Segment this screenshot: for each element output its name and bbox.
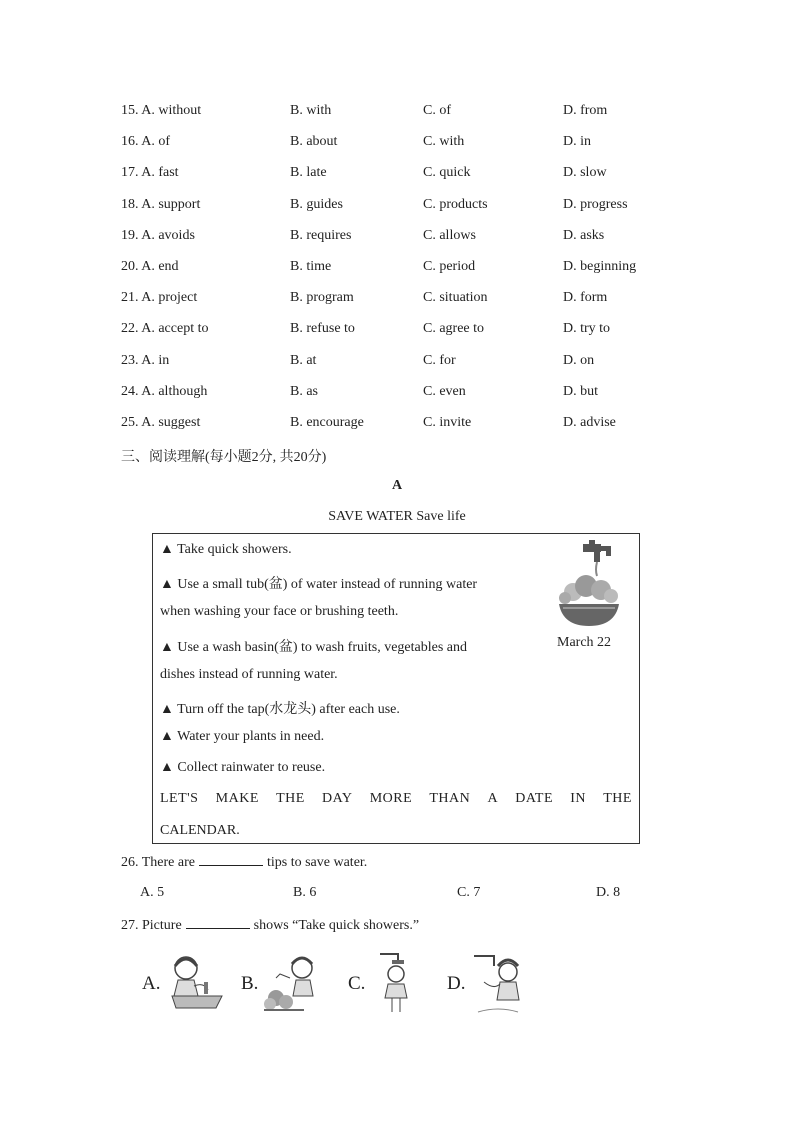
option-b[interactable]: B. at bbox=[290, 352, 317, 368]
slogan-word: DAY bbox=[321, 791, 353, 806]
question-row bbox=[0, 290, 794, 310]
option-d[interactable]: D. beginning bbox=[563, 259, 637, 274]
box-line: ▲ Turn off the tap(水龙头) after each use. bbox=[160, 702, 400, 717]
girl-collecting-water-icon bbox=[470, 952, 526, 1016]
q26-option-c[interactable]: C. 7 bbox=[457, 885, 481, 900]
option-d[interactable]: D. progress bbox=[563, 196, 628, 212]
box-line: ▲ Collect rainwater to reuse. bbox=[160, 760, 326, 775]
option-a[interactable]: 18. A. support bbox=[121, 196, 201, 212]
option-b[interactable]: B. late bbox=[290, 165, 327, 181]
faucet-lotus-icon bbox=[553, 540, 625, 632]
option-b[interactable]: B. requires bbox=[290, 227, 352, 243]
option-b[interactable]: B. as bbox=[290, 383, 318, 399]
option-b[interactable]: B. program bbox=[290, 290, 354, 306]
question-row bbox=[0, 259, 794, 279]
option-c[interactable]: C. allows bbox=[423, 227, 476, 243]
option-d[interactable]: D. advise bbox=[563, 415, 616, 430]
question-row bbox=[0, 165, 794, 185]
option-d[interactable]: D. in bbox=[563, 134, 591, 150]
option-c[interactable]: C. period bbox=[423, 259, 476, 274]
option-c[interactable]: C. for bbox=[423, 352, 456, 368]
box-line: ▲ Take quick showers. bbox=[160, 542, 292, 557]
option-d[interactable]: D. form bbox=[563, 290, 608, 306]
question-row bbox=[0, 415, 794, 435]
option-a[interactable]: 25. A. suggest bbox=[121, 415, 201, 430]
option-b[interactable]: B. time bbox=[290, 259, 332, 274]
option-c[interactable]: C. products bbox=[423, 196, 488, 212]
option-a[interactable]: 19. A. avoids bbox=[121, 227, 195, 243]
option-a[interactable]: 17. A. fast bbox=[121, 165, 179, 181]
slogan-word: DATE bbox=[515, 791, 554, 806]
picture-label-b[interactable]: B. bbox=[241, 973, 259, 994]
box-line: ▲ Use a small tub(盆) of water instead of running water bbox=[160, 577, 478, 592]
option-a[interactable]: 21. A. project bbox=[121, 290, 198, 306]
question-row bbox=[0, 321, 794, 341]
box-line: ▲ Water your plants in need. bbox=[160, 729, 325, 744]
girl-watering-plants-icon bbox=[262, 952, 328, 1014]
option-d[interactable]: D. but bbox=[563, 383, 598, 399]
answer-blank[interactable] bbox=[186, 916, 250, 929]
option-c[interactable]: C. of bbox=[423, 103, 451, 118]
option-c[interactable]: C. with bbox=[423, 134, 465, 150]
slogan-word: MAKE bbox=[215, 791, 259, 806]
option-c[interactable]: C. situation bbox=[423, 290, 488, 306]
section-title: 三、阅读理解(每小题2分, 共20分) bbox=[121, 450, 327, 465]
option-b[interactable]: B. about bbox=[290, 134, 338, 150]
picture-label-c[interactable]: C. bbox=[348, 973, 366, 994]
question-26: 26. There are tips to save water. bbox=[121, 855, 368, 870]
question-27: 27. Picture shows “Take quick showers.” bbox=[121, 918, 420, 933]
box-line: ▲ Use a wash basin(盆) to wash fruits, vegetables and bbox=[160, 640, 468, 655]
question-row bbox=[0, 228, 794, 248]
option-a[interactable]: 24. A. although bbox=[121, 383, 208, 399]
question-row bbox=[0, 197, 794, 217]
answer-blank[interactable] bbox=[199, 853, 263, 866]
option-c[interactable]: C. invite bbox=[423, 415, 472, 430]
slogan-word: THE bbox=[276, 791, 305, 806]
picture-label-a[interactable]: A. bbox=[142, 973, 161, 994]
option-a[interactable]: 15. A. without bbox=[121, 103, 202, 118]
q26-option-d[interactable]: D. 8 bbox=[596, 885, 621, 900]
poster-date: March 22 bbox=[557, 635, 612, 650]
slogan-word: THE bbox=[603, 791, 632, 806]
option-d[interactable]: D. from bbox=[563, 103, 608, 118]
option-c[interactable]: C. quick bbox=[423, 165, 471, 181]
box-line: dishes instead of running water. bbox=[160, 667, 338, 682]
slogan-word: LET'S bbox=[160, 791, 199, 806]
picture-label-d[interactable]: D. bbox=[447, 973, 466, 994]
question-row bbox=[0, 103, 794, 123]
slogan-end: CALENDAR. bbox=[160, 823, 240, 838]
girl-shower-icon bbox=[370, 952, 420, 1016]
option-a[interactable]: 22. A. accept to bbox=[121, 321, 209, 337]
option-b[interactable]: B. refuse to bbox=[290, 321, 355, 337]
passage-title: SAVE WATER Save life bbox=[328, 509, 466, 524]
option-d[interactable]: D. try to bbox=[563, 321, 611, 337]
slogan-word: IN bbox=[570, 791, 586, 806]
option-c[interactable]: C. agree to bbox=[423, 321, 485, 337]
slogan-word: A bbox=[487, 791, 499, 806]
q26-option-b[interactable]: B. 6 bbox=[293, 885, 317, 900]
option-a[interactable]: 16. A. of bbox=[121, 134, 170, 150]
option-a[interactable]: 20. A. end bbox=[121, 259, 179, 274]
passage-letter: A bbox=[391, 478, 403, 493]
slogan-word: THAN bbox=[429, 791, 471, 806]
poster-box bbox=[152, 533, 640, 844]
option-b[interactable]: B. encourage bbox=[290, 415, 364, 430]
question-row bbox=[0, 134, 794, 154]
option-b[interactable]: B. guides bbox=[290, 196, 343, 212]
question-row bbox=[0, 353, 794, 373]
option-d[interactable]: D. slow bbox=[563, 165, 607, 181]
option-b[interactable]: B. with bbox=[290, 103, 332, 118]
girl-washing-hands-icon bbox=[164, 952, 230, 1014]
slogan-line bbox=[160, 791, 632, 807]
question-row bbox=[0, 384, 794, 404]
q26-option-a[interactable]: A. 5 bbox=[140, 885, 165, 900]
option-a[interactable]: 23. A. in bbox=[121, 352, 170, 368]
box-line: when washing your face or brushing teeth. bbox=[160, 604, 399, 619]
slogan-word: MORE bbox=[369, 791, 413, 806]
option-c[interactable]: C. even bbox=[423, 383, 466, 399]
option-d[interactable]: D. asks bbox=[563, 227, 605, 243]
option-d[interactable]: D. on bbox=[563, 352, 595, 368]
